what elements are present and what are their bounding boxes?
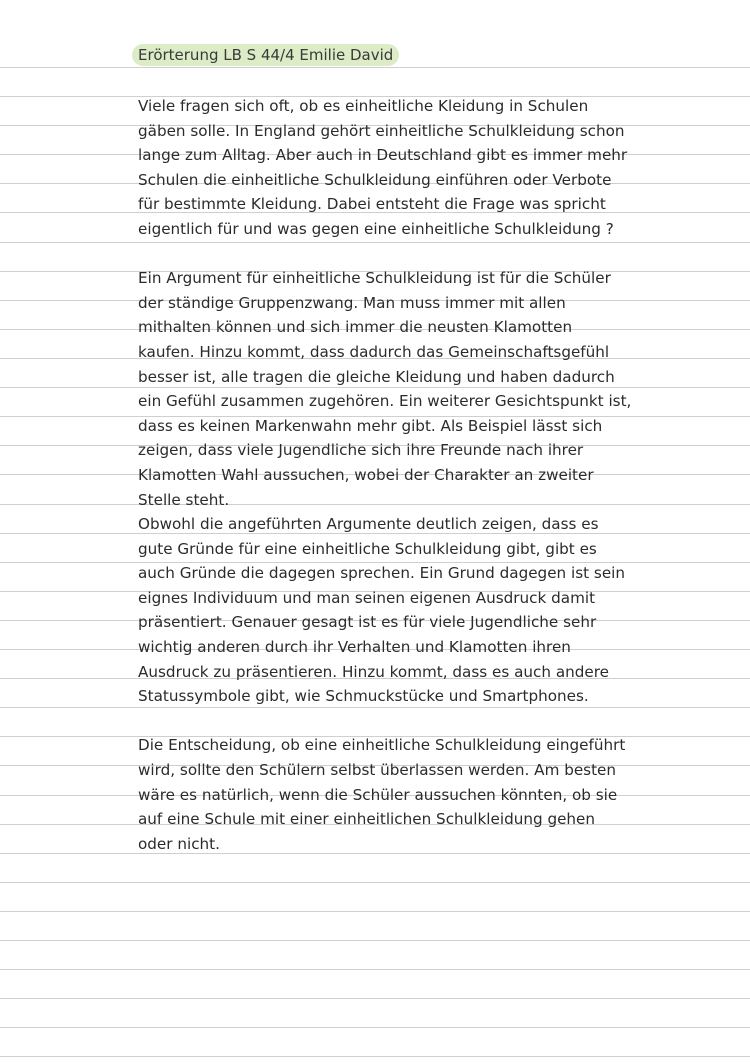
ruled-line <box>0 940 750 941</box>
text-line: Schulen die einheitliche Schulkleidung einführen oder Verbote <box>138 170 612 189</box>
paragraph-introduction <box>138 94 728 242</box>
text-line: kaufen. Hinzu kommt, dass dadurch das Gemeinschaftsgefühl <box>138 342 610 361</box>
text-line: gäben solle. In England gehört einheitliche Schulkleidung schon <box>138 121 625 140</box>
document-title: Erörterung LB S 44/4 Emilie David <box>132 44 399 66</box>
essay-body <box>138 94 728 856</box>
ruled-line <box>0 911 750 912</box>
ruled-line <box>0 969 750 970</box>
text-line: Klamotten Wahl aussuchen, wobei der Charakter an zweiter <box>138 465 594 484</box>
text-line: oder nicht. <box>138 834 220 853</box>
text-line: wichtig anderen durch ihr Verhalten und Klamotten ihren <box>138 638 571 657</box>
text-line: auch Gründe die dagegen sprechen. Ein Grund dagegen ist sein <box>138 564 626 583</box>
paragraph-gap <box>138 242 728 267</box>
text-line: eignes Individuum und man seinen eigenen Ausdruck damit <box>138 588 596 607</box>
text-line: Ausdruck zu präsentieren. Hinzu kommt, dass es auch andere <box>138 662 609 681</box>
text-line: Die Entscheidung, ob eine einheitliche Schulkleidung eingeführt <box>138 736 626 755</box>
text-line: eigentlich für und was gegen eine einheitliche Schulkleidung ? <box>138 219 614 238</box>
paragraph-arguments-against <box>138 512 728 709</box>
paragraph-gap <box>138 709 728 734</box>
text-line: für bestimmte Kleidung. Dabei entsteht die Frage was spricht <box>138 195 606 214</box>
text-line: zeigen, dass viele Jugendliche sich ihre Freunde nach ihrer <box>138 441 584 460</box>
text-line: Obwohl die angeführten Argumente deutlich zeigen, dass es <box>138 515 599 534</box>
text-line: auf eine Schule mit einer einheitlichen Schulkleidung gehen <box>138 810 596 829</box>
text-line: dass es keinen Markenwahn mehr gibt. Als Beispiel lässt sich <box>138 416 603 435</box>
ruled-line <box>0 67 750 68</box>
ruled-line <box>0 1056 750 1057</box>
ruled-line <box>0 882 750 883</box>
text-line: Statussymbole gibt, wie Schmuckstücke und Smartphones. <box>138 687 589 706</box>
text-line: mithalten können und sich immer die neusten Klamotten <box>138 318 573 337</box>
text-line: Viele fragen sich oft, ob es einheitliche Kleidung in Schulen <box>138 97 589 115</box>
text-line: lange zum Alltag. Aber auch in Deutschland gibt es immer mehr <box>138 146 628 165</box>
text-line: Ein Argument für einheitliche Schulkleidung ist für die Schüler <box>138 269 611 288</box>
text-line: ein Gefühl zusammen zugehören. Ein weiterer Gesichtspunkt ist, <box>138 392 632 411</box>
text-line: der ständige Gruppenzwang. Man muss immer mit allen <box>138 293 566 312</box>
text-line: wird, sollte den Schülern selbst überlassen werden. Am besten <box>138 761 617 780</box>
text-line: präsentiert. Genauer gesagt ist es für viele Jugendliche sehr <box>138 613 597 632</box>
text-line: wäre es natürlich, wenn die Schüler aussuchen könnten, ob sie <box>138 785 618 804</box>
text-line: Stelle steht. <box>138 490 230 509</box>
paragraph-conclusion <box>138 733 728 856</box>
paragraph-arguments-for <box>138 266 728 512</box>
text-line: gute Gründe für eine einheitliche Schulkleidung gibt, gibt es <box>138 539 597 558</box>
ruled-line <box>0 998 750 999</box>
text-line: besser ist, alle tragen die gleiche Kleidung und haben dadurch <box>138 367 615 386</box>
ruled-line <box>0 1027 750 1028</box>
